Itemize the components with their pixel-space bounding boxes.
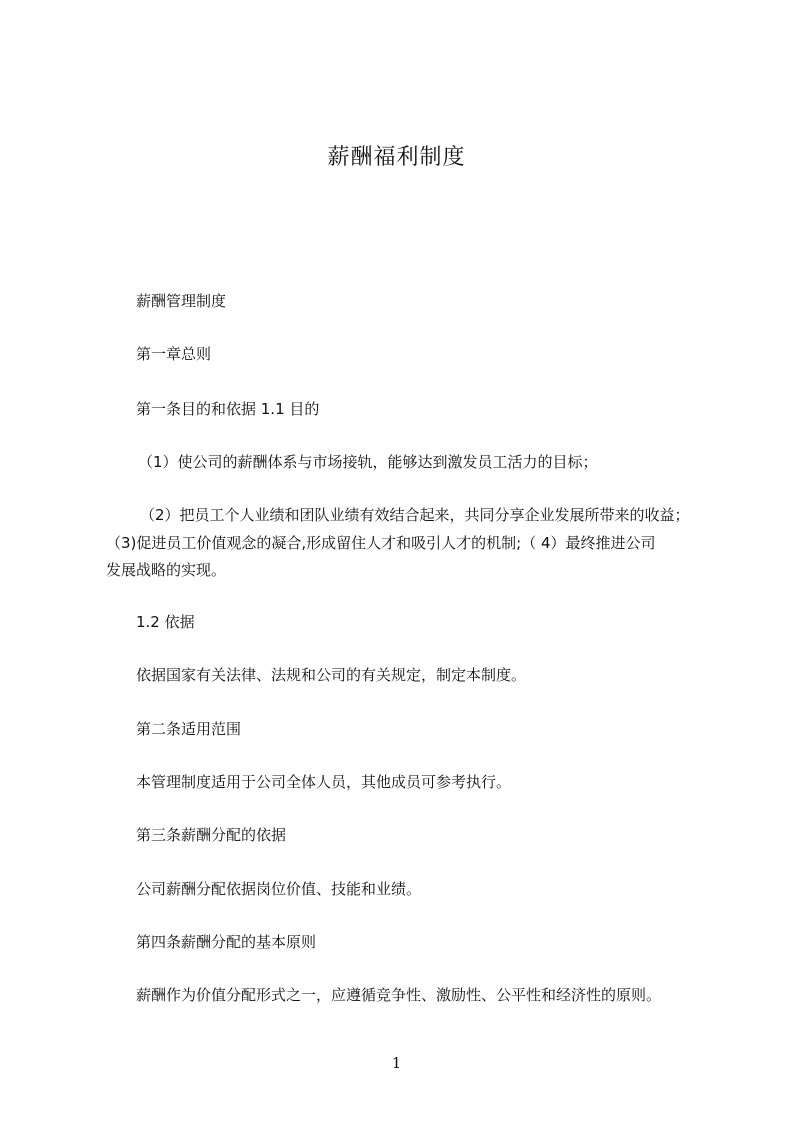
paragraph: （3)促进员工价值观念的凝合,形成留住人才和吸引人才的机制;（ 4）最终推进公司 <box>106 534 656 552</box>
section-heading: 薪酬管理制度 <box>136 292 227 310</box>
subsection-heading: 1.2 依据 <box>136 613 195 631</box>
page-number: 1 <box>391 1054 402 1072</box>
paragraph: 薪酬作为价值分配形式之一，应遵循竞争性、激励性、公平性和经济性的原则。 <box>136 986 662 1004</box>
paragraph: 公司薪酬分配依据岗位价值、技能和业绩。 <box>136 880 422 898</box>
article-heading: 第二条适用范围 <box>136 720 242 738</box>
document-title: 薪酬福利制度 <box>327 145 466 170</box>
paragraph: 本管理制度适用于公司全体人员，其他成员可参考执行。 <box>136 773 512 791</box>
article-heading: 第三条薪酬分配的依据 <box>136 826 287 844</box>
paragraph: 依据国家有关法律、法规和公司的有关规定，制定本制度。 <box>136 666 527 684</box>
article-heading: 第四条薪酬分配的基本原则 <box>136 933 317 951</box>
chapter-heading: 第一章总则 <box>136 345 212 363</box>
paragraph: 发展战略的实现。 <box>106 561 227 579</box>
paragraph: （2）把员工个人业绩和团队业绩有效结合起来，共同分享企业发展所带来的收益； <box>140 506 690 524</box>
article-heading: 第一条目的和依据 1.1 目的 <box>136 400 320 418</box>
paragraph: （1）使公司的薪酬体系与市场接轨，能够达到激发员工活力的目标； <box>138 453 598 471</box>
